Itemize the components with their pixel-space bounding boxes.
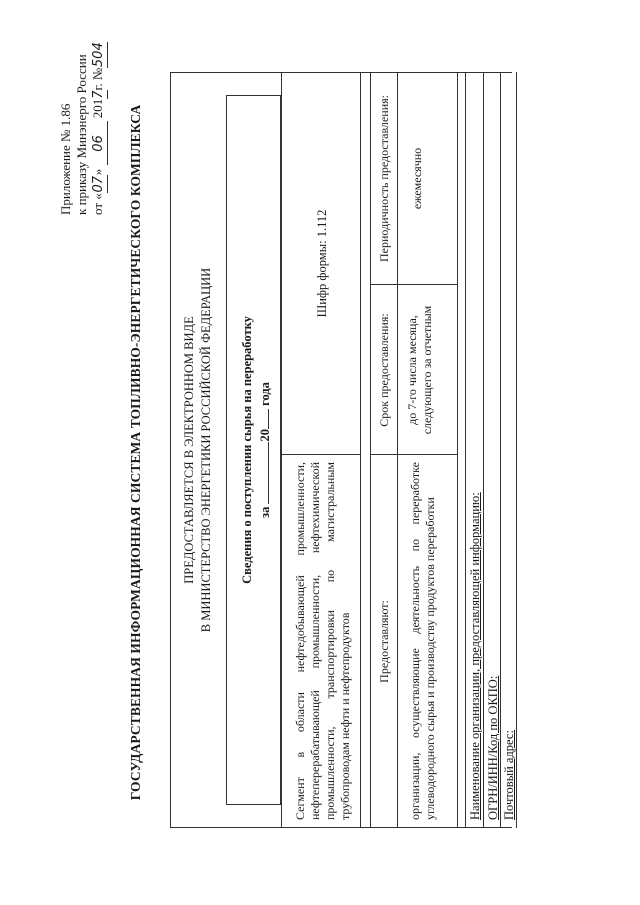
appendix-number: Приложение № 1.86 bbox=[58, 103, 73, 215]
deadline-value: до 7-го числа месяца, следующего за отчетным bbox=[405, 305, 434, 435]
report-period: за 20 года bbox=[258, 382, 272, 518]
appendix-order-ref: к приказу Минэнерго России bbox=[74, 54, 89, 215]
period-year-blank bbox=[268, 409, 269, 429]
appendix-year-digit: 7 bbox=[91, 90, 106, 99]
system-title: ГОСУДАРСТВЕННАЯ ИНФОРМАЦИОННАЯ СИСТЕМА ТОПЛИВНО-ЭНЕРГЕТИЧЕСКОГО КОМПЛЕКСА bbox=[128, 104, 143, 801]
info-table-header-rule bbox=[397, 72, 398, 828]
header-deadline: Срок предоставления: bbox=[377, 313, 391, 427]
appendix-month: 06 bbox=[91, 121, 108, 165]
periodicity-value: ежемесячно bbox=[410, 147, 424, 210]
report-title: Сведения о поступлении сырья на переработку bbox=[240, 316, 254, 584]
field-address: Почтовый адрес: bbox=[502, 730, 516, 820]
appendix-date-line: от «07» 06 2017г. №504 bbox=[90, 42, 106, 215]
period-month-blank bbox=[268, 442, 269, 504]
submission-line-1: ПРЕДОСТАВЛЯЕТСЯ В ЭЛЕКТРОННОМ ВИДЕ bbox=[182, 316, 196, 584]
appendix-block bbox=[58, 20, 108, 215]
submission-box bbox=[170, 72, 226, 828]
header-periodicity: Периодичность предоставления: bbox=[377, 95, 391, 262]
form-code: Шифр формы: 1.112 bbox=[315, 209, 329, 318]
fields-bottom-rule bbox=[516, 72, 517, 828]
fields-top-rule bbox=[465, 72, 466, 828]
submission-line-2: В МИНИСТЕРСТВО ЭНЕРГЕТИКИ РОССИЙСКОЙ ФЕДЕРАЦИИ bbox=[199, 267, 213, 633]
appendix-order-number: 504 bbox=[91, 42, 106, 68]
field-rule-2 bbox=[500, 72, 501, 828]
providers-value: организации, осуществляющие деятельность по переработке углеводородного сырья и производству продуктов переработки bbox=[408, 462, 437, 820]
field-rule-1 bbox=[483, 72, 484, 828]
appendix-day: 07 bbox=[91, 175, 106, 193]
header-providers: Предоставляют: bbox=[377, 600, 391, 683]
field-org-name: Наименование организации, предоставляющей информацию: bbox=[468, 492, 482, 820]
field-ogrn: ОГРН/ИНН/Код по ОКПО: bbox=[486, 675, 500, 820]
segment-text: Сегмент в области нефтедобывающей промышленности, нефтеперерабатывающей промышленности, нефтехимической промышленности, транспортировки по магистральным трубопроводам нефти и нефтепродуктов bbox=[293, 462, 352, 820]
